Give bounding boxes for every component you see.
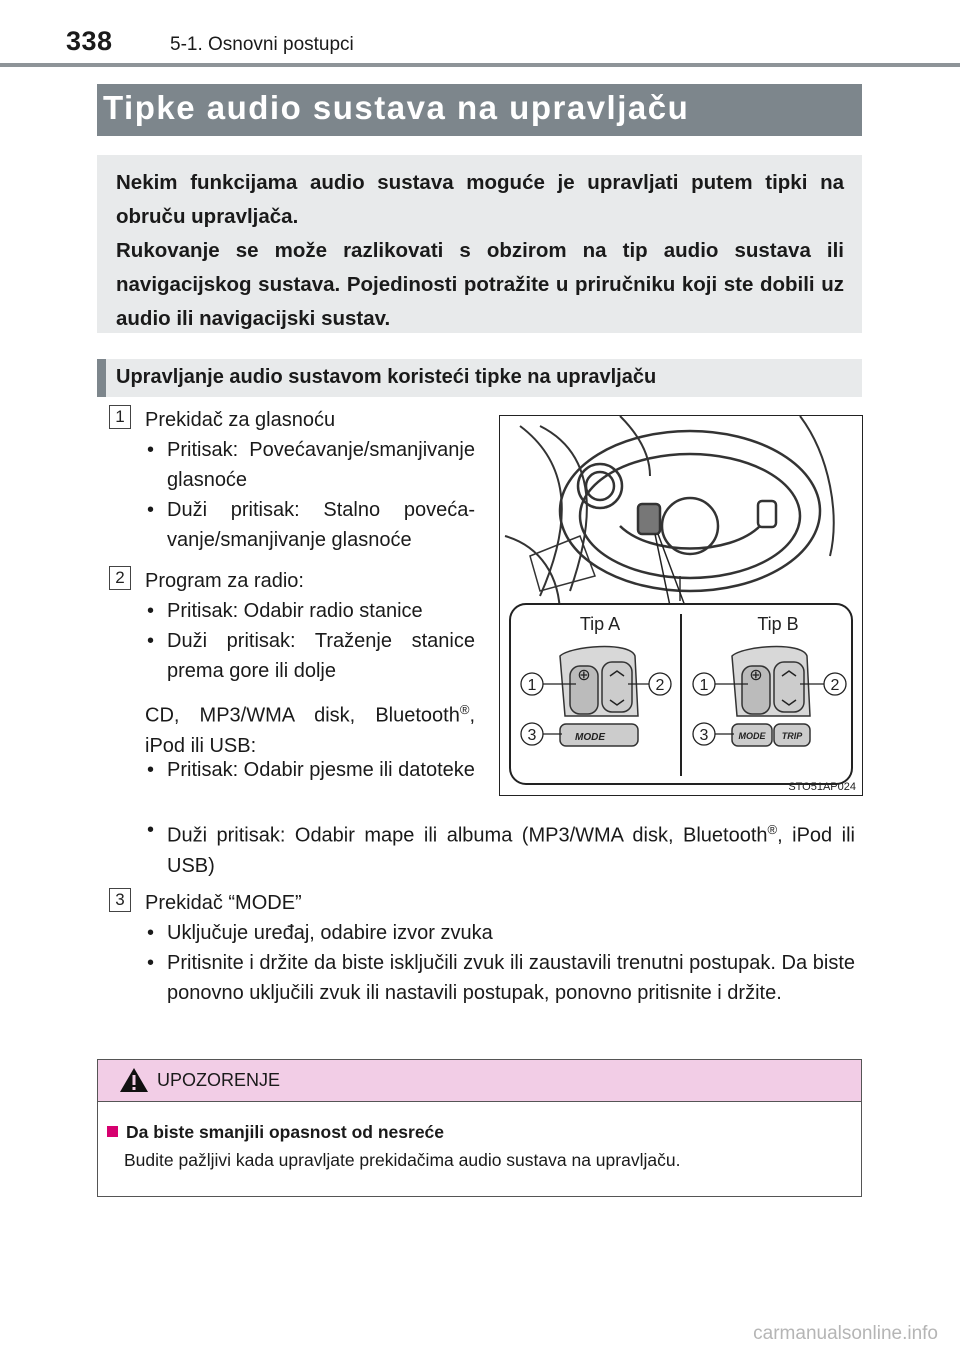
item-1-bullets	[145, 435, 475, 555]
list-item: • Pritisnite i držite da biste isključili zvuk ili zaustavili trenutni postupak. Da biste ponovno uključili zvuk ili nastavili postupak, ponovno pritisnite i držite.	[145, 948, 855, 1008]
warning-text: Budite pažljivi kada upravljate prekidačima audio sustava na upravljaču.	[124, 1150, 681, 1170]
chapter-title: 5-1. Osnovni postupci	[170, 34, 354, 55]
item-2-title: Program za radio:	[145, 570, 304, 592]
steering-wheel-illustration	[499, 415, 863, 796]
warning-subtitle	[107, 1122, 444, 1143]
tip-a-label: Tip A	[579, 614, 621, 634]
list-item: • Pritisak: Odabir pjesme ili datoteke	[145, 755, 475, 785]
item-number-3: 3	[109, 888, 131, 912]
bullet-part: Duži pritisak: Odabir mape ili albuma (MP3/WMA disk, Bluetooth	[167, 824, 768, 847]
registered-mark: ®	[767, 822, 778, 837]
page-title: Tipke audio sustava na upravljaču	[103, 89, 690, 126]
registered-mark: ®	[459, 702, 470, 717]
page-number: 338	[66, 26, 113, 56]
list-item: • Duži pritisak: Traženje stanice prema gore ili dolje	[145, 626, 475, 686]
subtitle-part: , iPod ili USB:	[145, 704, 475, 757]
item-3-title: Prekidač “MODE”	[145, 892, 302, 914]
mode-label: MODE	[575, 732, 605, 743]
tip-b-label: Tip B	[757, 614, 799, 634]
item-number-2: 2	[109, 566, 131, 590]
item-number-1: 1	[109, 405, 131, 429]
item-2-subtitle	[145, 695, 475, 761]
dashboard-lines	[505, 416, 834, 616]
list-item	[145, 815, 855, 881]
callout-1-b: 1	[699, 677, 709, 694]
item-1-title: Prekidač za glasnoću	[145, 409, 336, 431]
plus-icon: ⊕	[749, 665, 763, 684]
header-divider	[0, 63, 960, 67]
watermark: carmanualsonline.info	[753, 1323, 938, 1344]
intro-paragraph: Rukovanje se može razlikovati s obzirom na tip audio sustava ili navigacijskog sustava. Pojedinosti potražite u priručniku koji ste dobili uz audio ili navigacijski sustav.	[116, 239, 844, 330]
section-title: Upravljanje audio sustavom koristeći tipke na upravljaču	[116, 366, 657, 388]
intro-text	[116, 166, 844, 336]
list-item: • Uključuje uređaj, odabire izvor zvuka	[145, 918, 855, 948]
square-bullet-icon	[107, 1126, 118, 1137]
steering-wheel-icon	[560, 431, 820, 591]
intro-paragraph: Nekim funkcijama audio sustava moguće je upravljati putem tipki na obruču upravljača.	[116, 171, 844, 228]
item-2-sub-bullet-2	[145, 815, 855, 881]
trip-label: TRIP	[781, 731, 803, 741]
figure-code: STO51AP024	[788, 781, 856, 793]
item-2-bullets	[145, 596, 475, 686]
callout-2-b: 2	[830, 677, 840, 694]
warning-title: UPOZORENJE	[157, 1070, 281, 1090]
list-item: • Pritisak: Odabir radio stanice	[145, 596, 475, 626]
callout-2-a: 2	[655, 677, 665, 694]
section-accent	[97, 359, 106, 397]
subtitle-part: CD, MP3/WMA disk, Bluetooth	[145, 704, 460, 727]
warning-subtitle-text: Da biste smanjili opasnost od nesreće	[126, 1122, 445, 1142]
warning-triangle-icon	[118, 1066, 150, 1094]
callout-3-b: 3	[699, 727, 709, 744]
steering-wheel-drawing	[500, 416, 862, 795]
bullet-part: , iPod ili USB)	[167, 824, 855, 877]
item-2-sub-bullet-1	[145, 755, 475, 785]
plus-icon: ⊕	[577, 665, 591, 684]
callout-1-a: 1	[527, 677, 537, 694]
item-3-bullets	[145, 918, 855, 1008]
list-item: • Pritisak: Povećavanje/smanjivanje glasnoće	[145, 435, 475, 495]
callout-3-a: 3	[527, 727, 537, 744]
mode-label: MODE	[738, 731, 766, 741]
list-item: • Duži pritisak: Stalno povećavanje/smanjivanje glasnoće	[145, 495, 475, 555]
